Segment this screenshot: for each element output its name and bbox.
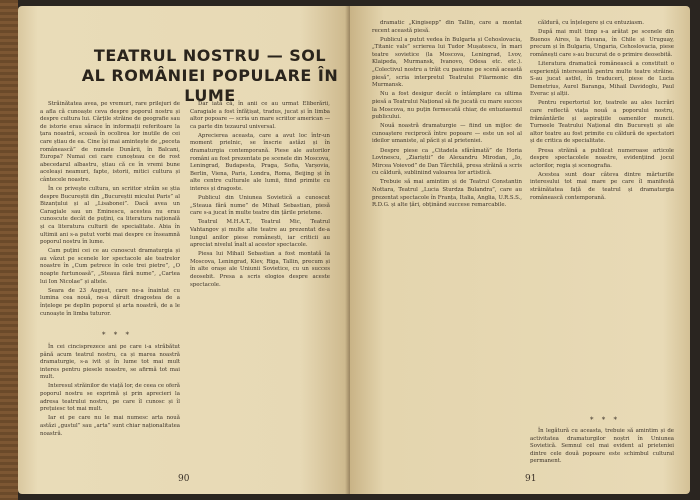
page-number-left: 90 <box>178 474 190 484</box>
paragraph: căldură, cu înțelegere și cu entuziasm. <box>538 20 644 26</box>
left-column-2 <box>190 101 330 291</box>
paragraph: În cei cincisprezece ani pe care i-a străbătut până acum teatrul nostru, ca și marea noastră dramaturgie, s-a ivit și în lume tot mai mult interes pentru piesele noastre, se afirmă tot mai mult. <box>40 344 180 381</box>
paragraph: În legătură cu aceasta, trebuie să amintim și de activitatea dramaturgilor noștri în Uniunea Sovietică. Semnul cel mai evident al prieteniei dintre cele două popoare este schimbul cultural permanent. <box>530 428 674 465</box>
right-page <box>350 6 690 494</box>
book-binding <box>0 0 18 500</box>
right-column-2-continued <box>530 428 674 467</box>
left-column-1 <box>40 101 180 320</box>
section-separator: * * * <box>590 416 620 424</box>
paragraph: Publicul din Uniunea Sovietică a cunoscut „Steaua fără nume” de Mihail Sebastian, piesă care s-a jucat în multe teatre din țările prietene. <box>190 195 330 217</box>
right-column-2 <box>530 20 674 204</box>
paragraph: Publicul a putut vedea în Bulgaria și Cehoslovacia, „Titanic vals” scrierea lui Tudor Mușatescu, în mari teatre sovietice (la Moscova, Leningrad, Lvov, Klaipeda, Murmansk, Ivanovo, Odesa etc. etc.). „Colectivul nostru a trăit cu pasiune pe scenă această piesă”, scria interpretul Teatrului Filarmonic din Murmansk. <box>372 36 522 89</box>
paragraph: Nouă noastră dramaturgie — fiind un mijloc de cunoaștere reciprocă între popoare — este un sol al ideilor umaniste, al păcii și al prieteniei. <box>372 123 522 145</box>
paragraph: Teatrul M.H.A.T., Teatrul Mic, Teatrul Vahtangov și multe alte teatre au prezentat de-a lungul anilor piese românești, iar criticii au apreciat nivelul înalt al acestor spectacole. <box>190 219 330 249</box>
title-line-1: TEATRUL NOSTRU — SOL <box>93 46 327 65</box>
paragraph: Dar iată că, în anii ce au urmat Eliberării, Caragiale a fost înfățișat, tradus, jucat și în limba altor popoare — scria un mare scriitor american — ca parte din tezaurul universal. <box>190 101 330 130</box>
paragraph: În ce privește cultura, un scriitor străin se știa despre Bucureștii din „Bucureștii micului Paris” al Bizanțului și al „Lisabonei”. Dacă avea un Caragiale sau un Eminescu, acestea nu erau cunoscute decât de puțini, ca literatura națională și ca literatura culturii de specialitate. Abia în ultimii ani s-a putut vorbi mai despre ce înseamnă poporul nostru în lume. <box>40 186 180 246</box>
paragraph: Străinătatea avea, pe vremuri, rare prilejuri de a afla că cunoaște ceva despre poporul nostru și despre cultura lui. Cărțile străine de geografie sau de istorie erau sărace în informații referitoare la țara noastră, scoasă în ocolirea lor inutile de cei care știau de ea. Cine își mai amintește de „peceta românească” de numele Dunării, în Balcani, Europa? Numai cei care cunoșteau ce de rost abecedarul albastru, știau că ce în vremi bune aceleași neamuri, fapte, istorii, mitici cultura și cântecele noastre. <box>40 101 180 183</box>
paragraph: Pentru repertoriul lor, teatrele au ales lucrări care reflectă viața nouă a poporului nostru, frământările și aspirațiile oamenilor muncii. Turneele Teatrului Național din București și ale altor teatre au fost primite cu căldură de spectatori și de critica de specialitate. <box>530 100 674 145</box>
paragraph: Aprecierea aceasta, care a avut loc într-un moment prielnic, se înscrie astăzi și în dramaturgia contemporană. Piese ale autorilor români au fost prezentate pe scenele din Moscova, Leningrad, Budapesta, Praga, Sofia, Varșovia, Berlin, Viena, Paris, Londra, Roma, Beijing și în alte centre culturale ale lumii, fiind primite cu interes și dragoste. <box>190 132 330 193</box>
paragraph: Seara de 23 August, care ne-a înaintat cu lumina cea nouă, ne-a dăruit dragostea de a înțelege pe deplin poporul și arta noastră, de a le cunoaște în limba tuturor. <box>40 287 180 317</box>
paragraph: Piesa lui Mihail Sebastian a fost montată la Moscova, Leningrad, Kiev, Riga, Tallin, precum și în alte orașe ale Uniunii Sovietice, cu un succes deosebit. Presa a scris elogios despre aceste spectacole. <box>190 251 330 288</box>
paragraph: Cam puțini cei ce au cunoscut dramaturgia și au văzut pe scenele lor spectacole ale teatrelor noastre în „Cum petrece în cele trei pietre”, „O noapte furtunoasă”, „Steaua fără nume”, „Cartea lui Ion Nicolae” și altele. <box>40 248 180 285</box>
article-title <box>80 46 340 106</box>
paragraph: Interesul străinilor de viață lor, de ceea ce oferă poporul nostru se exprimă și prin aprecieri la adresa teatrului nostru, pe care îl cunosc și îl prețuiesc tot mai mult. <box>40 383 180 413</box>
paragraph: Acestea sunt doar câteva dintre mărturiile interesului tot mai mare pe care îl manifestă străinătatea față de teatrul și dramaturgia românească contemporană. <box>530 171 674 201</box>
paragraph: Presa străină a publicat numeroase articole despre spectacolele noastre, evidențiind jocul actorilor, regia și scenografia. <box>530 147 674 169</box>
paragraph: Iar ei pe care nu le mai numesc arta nouă astăzi „gustul” sau „arta” sunt chiar naționalitatea noastră. <box>40 415 180 437</box>
right-column-1 <box>372 20 522 211</box>
paragraph: Literatura dramatică românească a constituit o experiență interesantă pentru multe teatre străine. S-au jucat astfel, în traduceri, piese de Lucia Demetrius, Aurel Baranga, Mihail Davidoglu, Paul Everac și alții. <box>530 60 674 98</box>
paragraph: După mai mult timp s-a arătat pe scenele din Buenos Aires, la Havana, în Chile și Uruguay, precum și în Bulgaria, Ungaria, Cehoslovacia, piese românești care s-au bucurat de o primire deosebită. <box>530 29 674 58</box>
section-separator: * * * <box>102 331 132 339</box>
paragraph: Despre piese ca „Citadela sfărâmată” de Horia Lovinescu, „Ziariștii” de Alexandru Mirodan, „Io, Mircea Voievod” de Dan Tărchilă, presa străină a scris cu căldură, subliniind valoarea lor artistică. <box>372 147 522 177</box>
paragraph: dramatic „Kingisepp” din Tallin, care a montat recent această piesă. <box>372 20 522 34</box>
left-page <box>18 6 350 494</box>
title-line-2: AL ROMÂNIEI POPULARE ÎN LUME <box>81 66 339 105</box>
left-column-1-continued <box>40 344 180 440</box>
paragraph: Trebuie să mai amintim și de Teatrul Constantin Nottara, Teatrul „Lucia Sturdza Bulandra”, care au prezentat spectacole în Franța, Italia, Anglia, U.R.S.S., R.D.G. și alte țări, obținând succese remarcabile. <box>372 179 522 209</box>
paragraph: Nu a fost desigur decât o întâmplare ca ultima piesă a Teatrului Național să fie jucată cu mare succes la Moscova, nu puțin fermecată chiar, de entuziasmul publicului. <box>372 91 522 121</box>
page-number-right: 91 <box>525 474 537 484</box>
